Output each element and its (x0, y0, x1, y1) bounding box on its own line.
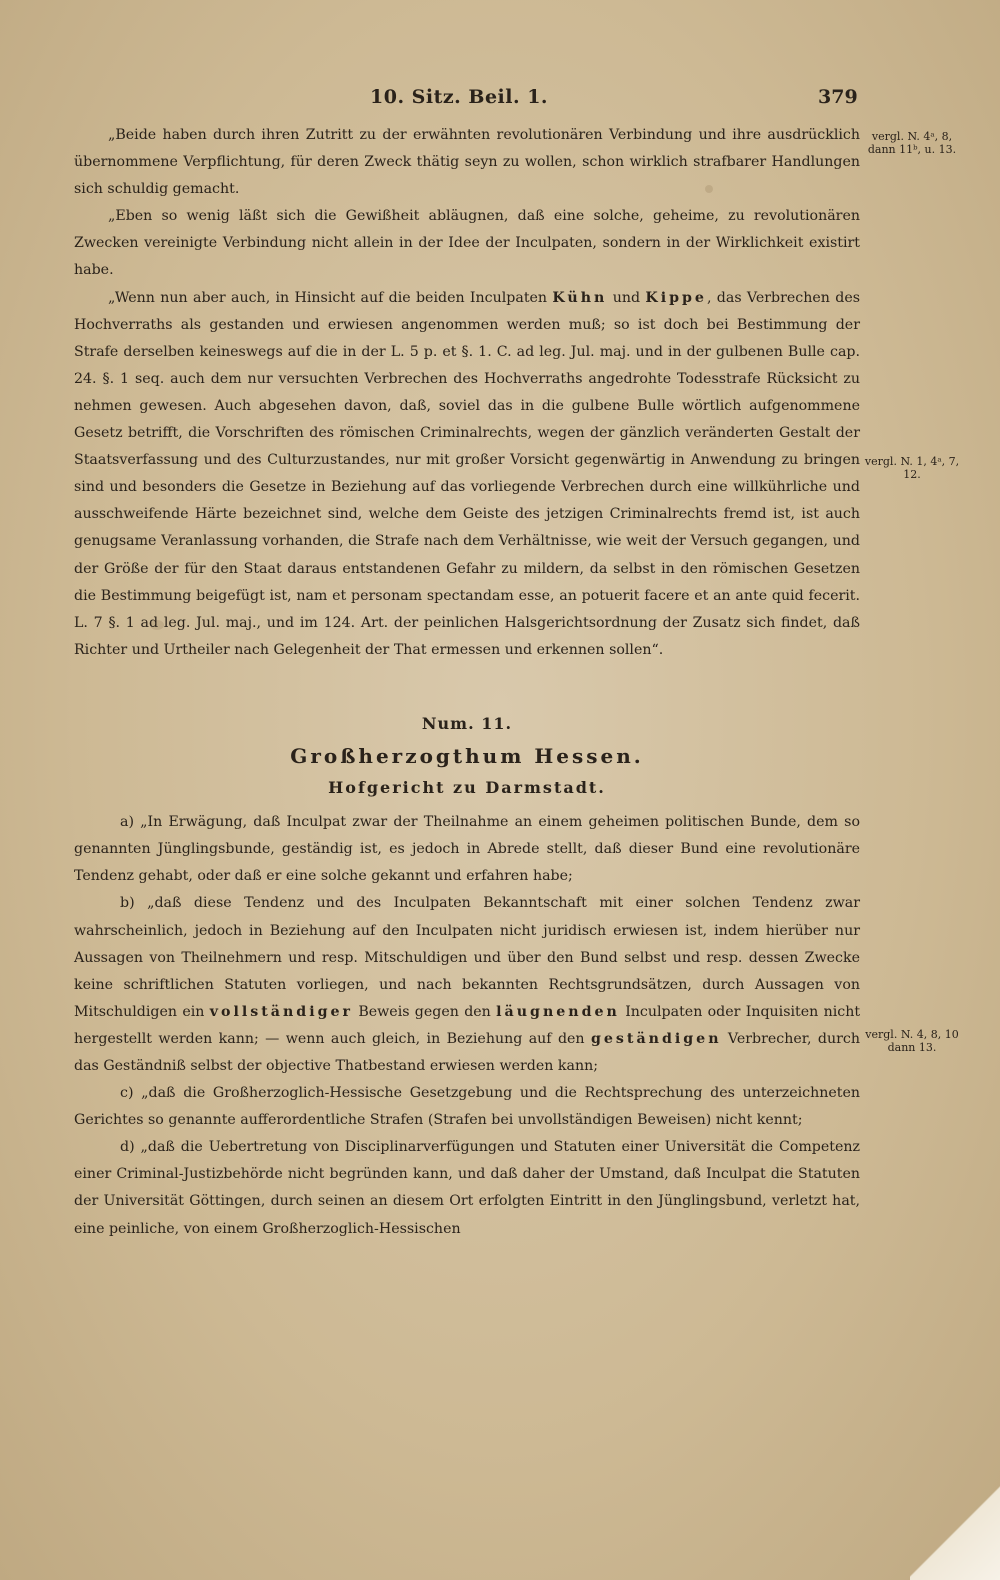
state-title: Großherzogthum Hessen. (290, 743, 644, 768)
section-heading (74, 710, 860, 801)
item-d: d) „daß die Uebertretung von Disciplinarverfügungen und Statuten einer Universität die Competenz einer Criminal-Justizbehörde nicht begründen kann, und daß daher der Umstand, daß Inculpat die Statuten der Universität Göttingen, durch seinen an diesem Ort erfolgten Eintritt in den Jünglingsbund, verletzt hat, eine peinliche, von einem Großherzoglich-Hessischen (74, 1139, 860, 1237)
paragraph: „Beide haben durch ihren Zutritt zu der erwähnten revolutionären Verbindung und ihre ausdrücklich übernommene Verpflichtung, für deren Zweck thätig seyn zu wollen, schon wirklich strafbarer Handlungen sich schuldig gemacht. (74, 127, 860, 198)
main-text (74, 122, 860, 1243)
margin-note-1: vergl. N. 4ᵃ, 8, dann 11ᵇ, u. 13. (867, 130, 957, 156)
page-corner-fold (910, 1460, 1000, 1580)
court-title: Hofgericht zu Darmstadt. (328, 778, 606, 798)
running-header (0, 86, 1000, 116)
section-number: Num. 11. (421, 713, 513, 733)
item-b: b) „daß diese Tendenz und des Inculpaten Bekanntschaft mit einer solchen Tendenz zwar wahrscheinlich, jedoch in Beziehung auf den Inculpaten nicht juridisch erwiesen ist, indem hierüber nur Aussagen von Theilnehmern und resp. Mitschuldigen und über den Bund selbst und resp. dessen Zwecke keine schriftlichen Statuten vorliegen, und nach bekannten Rechtsgrundsätzen, durch Aussagen von Mitschuldigen ein vollständiger Beweis gegen den läugnenden Inculpaten oder Inquisiten nicht hergestellt werden kann; — wenn auch gleich, in Beziehung auf den geständigen Verbrecher, durch das Geständniß selbst der objective Thatbestand erwiesen werden kann; (74, 895, 861, 1074)
item-c: c) „daß die Großherzoglich-Hessische Gesetzgebung und die Rechtsprechung des unterzeichneten Gerichtes so genannte aufferordentliche Strafen (Strafen bei unvollständigen Beweisen) nicht kennt; (74, 1085, 860, 1129)
paragraph: „Wenn nun aber auch, in Hinsicht auf die beiden Inculpaten Kühn und Kippe, das Verbrechen des Hochverraths als gestanden und erwiesen angenommen werden muß; so ist doch bei Bestimmung der Strafe derselben keineswegs auf die in der L. 5 p. et §. 1. C. ad leg. Jul. maj. und in der gulbenen Bulle cap. 24. §. 1 seq. auch dem nur versuchten Verbrechen des Hochverraths angedrohte Todesstrafe Rücksicht zu nehmen gewesen. Auch abgesehen davon, daß, soviel das in die gulbene Bulle wörtlich aufgenommene Gesetz betrifft, die Vorschriften des römischen Criminalrechts, wegen der gänzlich veränderten Gestalt der Staatsverfassung und des Culturzustandes, nur mit großer Vorsicht gegenwärtig in Anwendung zu bringen sind und besonders die Gesetze in Beziehung auf das vorliegende Verbrechen durch eine willkührliche und ausschweifende Härte bezeichnet sind, welche dem Geiste des jetzigen Criminalrechts fremd ist, ist auch genugsame Veranlassung vorhanden, die Strafe nach dem Verhältnisse, wie weit der Versuch gegangen, und der Größe der für den Staat daraus entstandenen Gefahr zu mildern, da selbst in den römischen Gesetzen die Bestimmung beigefügt ist, nam et personam spectandam esse, an potuerit facere et an ante quid fecerit. L. 7 §. 1 ad leg. Jul. maj., und im 124. Art. der peinlichen Halsgerichtsordnung der Zusatz sich findet, daß Richter und Urtheiler nach Gelegenheit der That ermessen und erkennen sollen“. (74, 289, 861, 658)
header-title: 10. Sitz. Beil. 1. (370, 86, 549, 108)
margin-note-3: vergl. N. 4, 8, 10 dann 13. (865, 1028, 959, 1054)
name-kuehn: Kühn (552, 289, 608, 306)
paragraph: „Eben so wenig läßt sich die Gewißheit abläugnen, daß eine solche, geheime, zu revolutionären Zwecken vereinigte Verbindung nicht allein in der Idee der Inculpaten, sondern in der Wirklichkeit existirt habe. (74, 208, 860, 279)
name-kippe: Kippe (645, 289, 707, 306)
page-number: 379 (818, 86, 858, 108)
item-a: a) „In Erwägung, daß Inculpat zwar der Theilnahme an einem geheimen politischen Bunde, dem so genannten Jünglingsbunde, geständig ist, es jedoch in Abrede stellt, daß dieser Bund eine revolutionäre Tendenz gehabt, oder daß er eine solche gekannt und erfahren habe; (74, 814, 860, 885)
margin-note-2: vergl. N. 1, 4ᵃ, 7, 12. (864, 455, 960, 481)
